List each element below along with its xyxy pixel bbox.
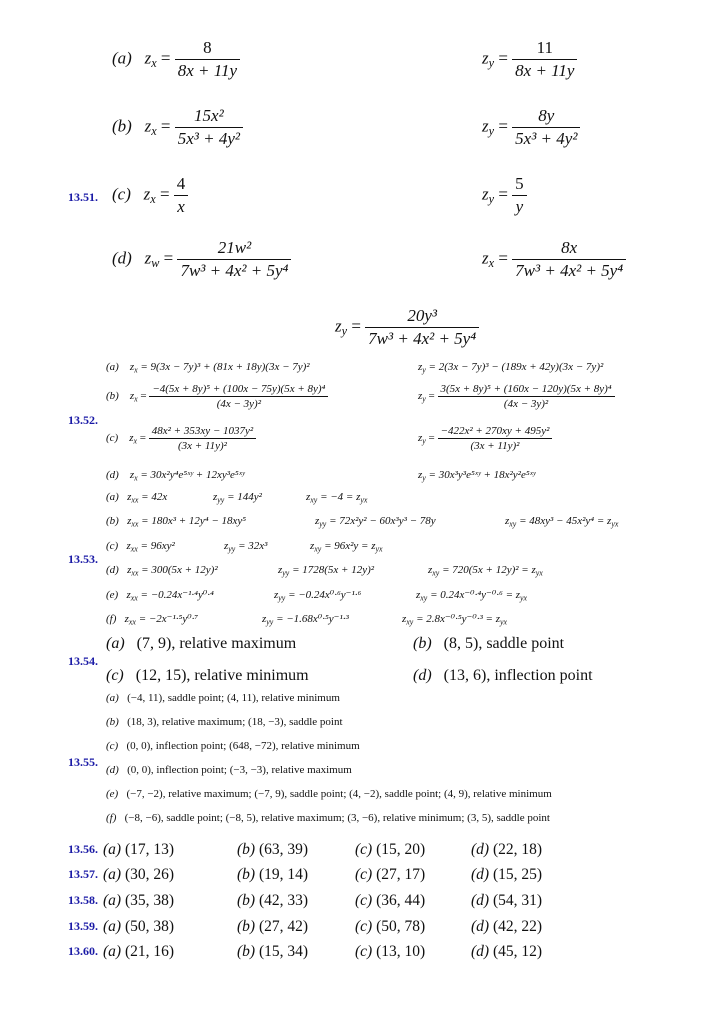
answer-b: (b) (63, 39) xyxy=(237,841,309,858)
p53-row: (b) $z_{xx} = 180x^3 + 12y^4 - 18xy^5$ xyxy=(106,515,247,529)
answer-c: (c) (15, 20) xyxy=(355,841,426,858)
answer-d: (d) (45, 12) xyxy=(471,943,543,960)
p53-zxx: = −0.24x⁻¹·⁴y⁰·⁴ xyxy=(140,589,214,601)
answer-a: (a) (50, 38) xyxy=(103,918,175,935)
p55-row: (a) (−4, 11), saddle point; (4, 11), relative minimum xyxy=(106,692,340,704)
answer-c: (c) (13, 10) xyxy=(355,943,426,960)
label-13-57: 13.57. xyxy=(68,867,98,881)
p52-a-zy: $z_y = 2(3x - 7y)^3 - (189x + 42y)(3x - 7y)^2$ xyxy=(418,361,604,375)
p53-row: (c) $z_{xx} = 96xy^2$ xyxy=(106,540,175,554)
p53-zxy: $z_{xy} = 720(5x + 12y)^2 = z_{yx}$ xyxy=(428,564,543,578)
label-13-53: 13.53. xyxy=(68,552,98,566)
label-13-55: 13.55. xyxy=(68,755,98,769)
p51-b-zy: $z_y$ = $\frac{8y}{\text{5x³ + 4y²}}$ xyxy=(482,106,580,149)
p53-zxy: $z_{xy} = -4 = z_{yx}$ xyxy=(306,491,368,505)
p53-row: (f) $z_{xx} = -2x^{-1}\cdot^5y^0\cdot^7$ xyxy=(106,613,199,627)
answer-a: (a) (30, 26) xyxy=(103,866,175,883)
p54-d: (d) (13, 6), inflection point xyxy=(413,667,593,684)
label-13-58: 13.58. xyxy=(68,893,98,907)
label-13-52: 13.52. xyxy=(68,413,98,427)
answer-b: (b) (15, 34) xyxy=(237,943,309,960)
answer-a: (a) (35, 38) xyxy=(103,892,175,909)
label-13-54: 13.54. xyxy=(68,654,98,668)
p53-zyy: $z_{yy} = 32x^3$ xyxy=(224,540,268,554)
p51-d: (d) $z_w$ = $\frac{\text{21w²}}{\text{7w³ + 4x² + 5y⁴}}$ xyxy=(112,238,291,281)
answer-c: (c) (27, 17) xyxy=(355,866,426,883)
p52-c-zy: $z_y$ = $\frac{\text{−422x² + 270xy + 495y²}}{\text{(3x + 11y)²}}$ xyxy=(418,425,552,452)
answer-c: (c) (50, 78) xyxy=(355,918,426,935)
p55-row: (d) (0, 0), inflection point; (−3, −3), relative maximum xyxy=(106,764,352,776)
p51-d-zy: $z_y$ = $\frac{\text{20y³}}{\text{7w³ + 4x² + 5y⁴}}$ xyxy=(335,306,479,349)
p52-d: (d) $z_x$ = 30x²y⁴e⁵ˣʸ + 12xy³e⁵ˣʸ xyxy=(106,469,245,483)
p52-a: (a) $z_x = 9(3x - 7y)^3 + (81x + 18y)(3x - 7y)^2$ xyxy=(106,361,310,375)
answer-d: (d) (42, 22) xyxy=(471,918,543,935)
p55-row: (b) (18, 3), relative maximum; (18, −3), saddle point xyxy=(106,716,343,728)
answer-a: (a) (17, 13) xyxy=(103,841,175,858)
p53-row: (d) $z_{xx} = 300(5x + 12y)^2$ xyxy=(106,564,218,578)
p51-a-zy: $z_y$ = $\frac{11}{8x + 11y}$ xyxy=(482,38,577,81)
p51-c: (c) $z_x$ = $\frac{4}{x}$ xyxy=(112,174,188,217)
p53-zxy: $z_{xy} = 2.8x^{-0}\cdot^5y^{-0}\cdot^3 = z_{yx}$ xyxy=(402,613,508,627)
p52-c: (c) $z_x$ = $\frac{\text{48x² + 353xy − 1037y²}}{\text{(3x + 11y)²}}$ xyxy=(106,425,256,452)
p55-row: (f) (−8, −6), saddle point; (−8, 5), relative maximum; (3, −6), relative minimum; (3, 5), saddle point xyxy=(106,812,550,824)
p54-b: (b) (8, 5), saddle point xyxy=(413,635,565,652)
p52-d-zy: $z_y$ = 30x³y³e⁵ˣʸ + 18x²y²e⁵ˣʸ xyxy=(418,469,536,483)
p53-zyy: $z_{yy} = -0.24x^0\cdot^6y^{-1}\cdot^6$ xyxy=(274,589,362,603)
p53-zxy: $z_{xy} = 48xy^3 - 45x^2y^4 = z_{yx}$ xyxy=(505,515,619,529)
p51-a: (a) $z_x$ = $\frac{8}{8x + 11y}$ xyxy=(112,38,240,81)
p54-c: (c) (12, 15), relative minimum xyxy=(106,667,309,684)
p53-zxx: = −2x⁻¹·⁵y⁰·⁷ xyxy=(138,613,199,625)
p51-d-zx: $z_x$ = $\frac{8x}{\text{7w³ + 4x² + 5y⁴}}$ xyxy=(482,238,626,281)
label-13-56: 13.56. xyxy=(68,842,98,856)
p51-c-zy: $z_y$ = $\frac{5}{y}$ xyxy=(482,174,527,217)
answer-b: (b) (42, 33) xyxy=(237,892,309,909)
p53-zyy: $z_{yy} = 1728(5x + 12y)^2$ xyxy=(278,564,375,578)
p55-row: (e) (−7, −2), relative maximum; (−7, 9), saddle point; (4, −2), saddle point; (4, 9), relative minimum xyxy=(106,788,552,800)
p53-zyy: $z_{yy} = -1.68x^0\cdot^5y^{-1}\cdot^3$ xyxy=(262,613,349,627)
p53-zxx: = 300(5x + 12y)² xyxy=(141,564,218,576)
p53-row: (e) $z_{xx} = -0.24x^{-1}\cdot^4y^0\cdot^4$ xyxy=(106,589,214,603)
p53-zxy: $z_{xy} = 0.24x^{-0}\cdot^4y^{-0}\cdot^6 = z_{yx}$ xyxy=(416,589,528,603)
answer-a: (a) (21, 16) xyxy=(103,943,175,960)
answer-b: (b) (19, 14) xyxy=(237,866,309,883)
p53-zxy: $z_{xy} = 96x^2y = z_{yx}$ xyxy=(310,540,383,554)
answer-d: (d) (54, 31) xyxy=(471,892,543,909)
answer-d: (d) (15, 25) xyxy=(471,866,543,883)
p52-b: (b) $z_x$ = $\frac{\text{−4(5x + 8y)⁵ + (100x − 75y)(5x + 8y)⁴}}{\text{(4x − 3y)²}}$ xyxy=(106,383,328,410)
p53-zxx: = 96xy² xyxy=(140,540,175,552)
answer-c: (c) (36, 44) xyxy=(355,892,426,909)
answer-b: (b) (27, 42) xyxy=(237,918,309,935)
p53-zyy: $z_{yy} = 144y^2$ xyxy=(213,491,262,505)
p52-b-zy: $z_y$ = $\frac{\text{3(5x + 8y)⁵ + (160x − 120y)(5x + 8y)⁴}}{\text{(4x − 3y)²}}$ xyxy=(418,383,615,410)
label-13-51: 13.51. xyxy=(68,190,98,204)
label-13-60: 13.60. xyxy=(68,944,98,958)
p53-row: (a) $z_{xx} = 42x$ xyxy=(106,491,168,505)
p51-b: (b) $z_x$ = $\frac{\text{15x²}}{\text{5x³ + 4y²}}$ xyxy=(112,106,243,149)
label-13-59: 13.59. xyxy=(68,919,98,933)
answer-d: (d) (22, 18) xyxy=(471,841,543,858)
p53-zxx: = 180x³ + 12y⁴ − 18xy⁵ xyxy=(141,515,247,527)
p53-zyy: $z_{yy} = 72x^2y^2 - 60x^3y^3 - 78y$ xyxy=(315,515,436,529)
p55-row: (c) (0, 0), inflection point; (648, −72), relative minimum xyxy=(106,740,360,752)
p53-zxx: = 42x xyxy=(141,491,168,503)
p54-a: (a) (7, 9), relative maximum xyxy=(106,635,297,652)
